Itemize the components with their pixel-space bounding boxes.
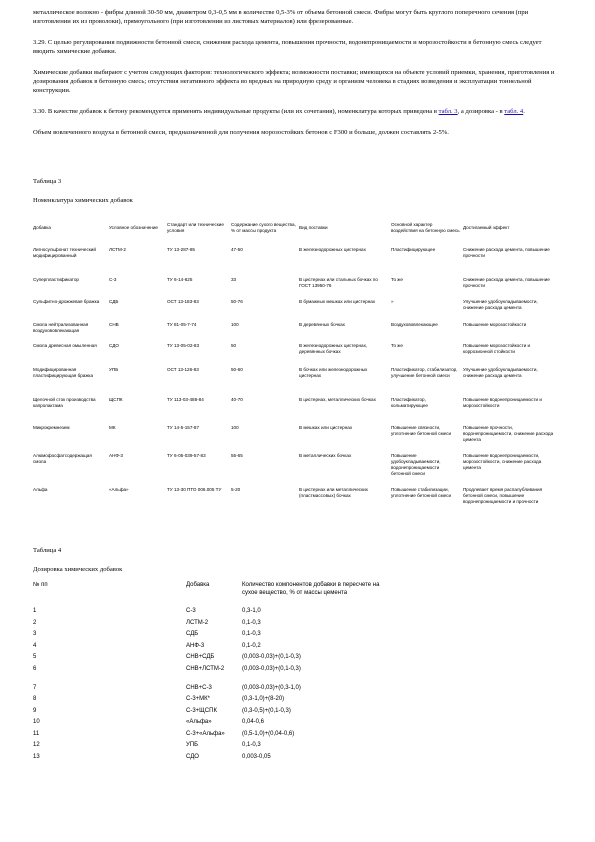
table-3-title: Номенклатура химических добавок bbox=[33, 197, 133, 204]
table-cell: Повышение прочности, водонепроницаемости, снижение расхода цемента bbox=[463, 425, 554, 442]
table-4-header-cell: № пп bbox=[33, 582, 48, 588]
table-cell: То же bbox=[391, 343, 403, 348]
paragraph-3-29: 3.29. С целью регулирования подвижности бетонной смеси, снижения расхода цемента, повышения прочности, водонепроницаемости и морозостойкости в бетонную смесь следует вводить химические добавки. bbox=[33, 39, 542, 55]
table-cell: УПБ bbox=[109, 367, 119, 372]
table-cell: СНВ+С-3 bbox=[186, 684, 212, 691]
table-3-header-cell: Содержание сухого вещества, % от массы продукта bbox=[231, 221, 296, 233]
table-row bbox=[33, 319, 561, 340]
table-cell: Щелочной сток производства капролактама bbox=[33, 397, 96, 408]
table-cell: В мешках или цистернах bbox=[299, 425, 353, 430]
table-cell: Лигносульфонат технический модифицированный bbox=[33, 247, 96, 258]
table-cell: ТУ 13-30 ПТО 006.005 ТУ bbox=[167, 487, 222, 492]
table-cell: СДО bbox=[109, 343, 119, 348]
table-cell: Продлевает время распалубливания бетонной смеси, повышение водонепроницаемости и прочности bbox=[463, 487, 543, 504]
table-cell: СНВ+СДБ bbox=[186, 654, 215, 660]
table-cell: Улучшение удобоукладываемости, снижение расхода цемента bbox=[463, 367, 538, 378]
table-cell: С-3+«Альфа» bbox=[186, 730, 225, 737]
table-cell: 0,3-1,0 bbox=[242, 608, 261, 614]
table-cell: Повышение водонепроницаемости и морозостойкости bbox=[463, 397, 542, 408]
table-4-header-row bbox=[33, 582, 393, 608]
table-cell: 10 bbox=[33, 719, 40, 725]
table-row bbox=[33, 620, 393, 632]
table-cell: Снижение расхода цемента, повышение прочности bbox=[463, 277, 550, 288]
table-3-header-cell: Достигаемый эффект bbox=[463, 224, 510, 230]
table-3-header-cell: Условное обозначение bbox=[109, 224, 158, 230]
table-cell: АНФ-3 bbox=[109, 453, 123, 458]
table-cell: Суперпластификатор bbox=[33, 277, 79, 282]
table-row bbox=[33, 708, 393, 720]
table-cell: 4 bbox=[33, 642, 37, 649]
paragraph-air-content: Объем вовлеченного воздуха в бетонной смеси, предназначенной для получения морозостойких бетонов с F300 и больше, должен составлять 2-5%. bbox=[33, 129, 449, 136]
table-cell: Смола нейтрализованная воздухововлекающая bbox=[33, 322, 89, 333]
table-cell: ТУ 6-14-625 bbox=[167, 277, 193, 282]
table-4-link[interactable]: табл. 4 bbox=[504, 108, 524, 115]
table-cell: «Альфа» bbox=[109, 487, 129, 492]
table-cell: В деревянных бочках bbox=[299, 322, 345, 327]
table-cell: ТУ 81-05-7-74 bbox=[167, 322, 197, 327]
table-cell: Улучшение удобоукладываемости, снижение расхода цемента bbox=[463, 299, 538, 310]
table-cell: (0,3-1,0)+(8-20) bbox=[242, 696, 285, 702]
table-cell: СНВ+ЛСТМ-2 bbox=[186, 665, 225, 672]
table-cell: 100 bbox=[231, 322, 239, 327]
table-4-header-cell: Количество компонентов добавки в пересчете на сухое вещество, % от массы цемента bbox=[242, 582, 380, 596]
table-4-additives-dosage bbox=[33, 582, 393, 765]
table-cell: Воздухововлекающее bbox=[391, 322, 438, 327]
table-cell: Микрокремнезем bbox=[33, 425, 70, 430]
table-row bbox=[33, 450, 561, 484]
table-3-additives-nomenclature bbox=[33, 211, 561, 518]
table-cell: СДБ bbox=[109, 299, 119, 304]
table-cell: Алюмофосфатсодержащая смола bbox=[33, 453, 92, 464]
paragraph-3-30 bbox=[33, 107, 561, 116]
table-cell: 100 bbox=[231, 425, 239, 430]
table-cell: (0,003-0,03)+(0,1-0,3) bbox=[242, 665, 301, 672]
table-3-header-cell: Вид поставки bbox=[299, 224, 328, 230]
table-cell: ТУ 13-05-02-83 bbox=[167, 343, 200, 348]
table-cell: Повышение связности, уплотнение бетонной смеси bbox=[391, 425, 452, 436]
table-cell: С-3+МК* bbox=[186, 696, 210, 702]
table-cell: 0,1-0,2 bbox=[242, 642, 261, 649]
table-cell: ОСТ 13-183-83 bbox=[167, 299, 199, 304]
table-row bbox=[33, 484, 561, 518]
table-cell: В цистернах, металлических бочках bbox=[299, 397, 376, 402]
table-cell: В железнодорожных цистернах, деревянных бочках bbox=[299, 343, 368, 354]
table-cell: СДБ bbox=[186, 631, 199, 637]
table-3-header-cell: Стандарт или технические условия bbox=[167, 221, 224, 233]
table-row bbox=[33, 731, 393, 743]
table-cell: ЩСПК bbox=[109, 397, 123, 402]
table-cell: 0,1-0,3 bbox=[242, 631, 261, 637]
table-row bbox=[33, 654, 393, 666]
table-cell: Повышение стабилизации, уплотнение бетонной смеси bbox=[391, 487, 452, 498]
table-cell: 11 bbox=[33, 730, 40, 737]
table-cell: Повышение удобоукладываемости, водонепроницаемости бетонной смеси bbox=[391, 453, 441, 476]
table-cell: (0,3-0,5)+(0,1-0,3) bbox=[242, 707, 291, 714]
table-cell: В металлических бочках bbox=[299, 453, 352, 458]
table-cell: МК bbox=[109, 425, 116, 430]
table-cell: 2 bbox=[33, 619, 37, 626]
table-cell: 0,1-0,3 bbox=[242, 742, 261, 748]
paragraph-3-30-text-middle: , а дозировка - в bbox=[457, 108, 505, 115]
table-cell: (0,003-0,03)+(0,3-1,0) bbox=[242, 684, 301, 691]
table-cell: 5 bbox=[33, 654, 37, 660]
table-cell: 50-60 bbox=[231, 367, 243, 372]
table-cell: 0,003-0,05 bbox=[242, 753, 271, 760]
document-page bbox=[33, 8, 561, 765]
table-cell: Повышение морозостойкости bbox=[463, 322, 527, 327]
table-cell: 7 bbox=[33, 684, 37, 691]
table-cell: УПБ bbox=[186, 742, 199, 748]
table-row bbox=[33, 608, 393, 620]
table-cell: «Альфа» bbox=[186, 719, 212, 725]
table-cell: Смола древесная омыленная bbox=[33, 343, 97, 348]
table-row bbox=[33, 244, 561, 274]
table-cell: Пластификатор, кольматирующее bbox=[391, 397, 428, 408]
table-cell: В бумажных мешках или цистернах bbox=[299, 299, 376, 304]
table-cell: В железнодорожных цистернах bbox=[299, 247, 366, 252]
table-cell: С-3+ЩСПК bbox=[186, 707, 217, 714]
table-3-header-cell: Основной характер воздействия на бетонную смесь bbox=[391, 221, 460, 233]
table-row bbox=[33, 394, 561, 422]
table-cell: 0,1-0,3 bbox=[242, 619, 261, 626]
table-cell: 9 bbox=[33, 707, 37, 714]
paragraph-3-30-text-start: 3.30. В качестве добавок к бетону рекомендуется применять индивидуальные продукты (или их сочетания), номенклатура которых приведена в bbox=[33, 108, 439, 115]
paragraph-fiber: металлическое волокно - фибры длиной 30-50 мм, диаметром 0,3-0,5 мм в количестве 0,5-3% от объема бетонной смеси. Фибры могут быть круглого поперечного сечения (при изготовлении их из проволоки), прямоугольного (при изготовлении из листовых материалов) или фрезерованные. bbox=[33, 9, 529, 25]
table-3-link[interactable]: табл. 3 bbox=[438, 108, 458, 115]
table-cell: 3 bbox=[33, 631, 37, 637]
table-cell: В цистернах или стальных бочках по ГОСТ 13950-76 bbox=[299, 277, 378, 288]
table-cell: ТУ 113-03-488-84 bbox=[167, 397, 204, 402]
table-4-label: Таблица 4 bbox=[33, 547, 62, 554]
table-cell: Пластификатор, стабилизатор, улучшение бетонной смеси bbox=[391, 367, 458, 378]
paragraph-3-30-text-end: . bbox=[523, 108, 525, 115]
table-4-header-cell: Добавка bbox=[186, 582, 210, 588]
table-cell: 55-65 bbox=[231, 453, 243, 458]
table-cell: 50 bbox=[231, 343, 237, 348]
table-cell: ЛСТМ-2 bbox=[186, 619, 209, 626]
table-cell: Альфа bbox=[33, 487, 48, 492]
table-cell: 8 bbox=[33, 696, 37, 702]
table-row bbox=[33, 696, 393, 708]
table-cell: 40-70 bbox=[231, 397, 243, 402]
table-row bbox=[33, 643, 393, 655]
table-cell: ТУ 13-287-85 bbox=[167, 247, 195, 252]
table-cell: » bbox=[391, 299, 394, 304]
table-cell: Повышение водонепроницаемости, морозостойкости, снижение расхода цемента bbox=[463, 453, 542, 470]
table-row bbox=[33, 631, 393, 643]
table-cell: 33 bbox=[231, 277, 237, 282]
table-cell: (0,5-1,0)+(0,04-0,6) bbox=[242, 730, 295, 737]
table-cell: В бочках или железнодорожных цистернах bbox=[299, 367, 368, 378]
table-cell: 50-76 bbox=[231, 299, 243, 304]
table-cell: 5-20 bbox=[231, 487, 241, 492]
table-cell: СНВ bbox=[109, 322, 119, 327]
table-row bbox=[33, 422, 561, 450]
table-cell: АНФ-3 bbox=[186, 642, 205, 649]
table-cell: ОСТ 13-126-83 bbox=[167, 367, 199, 372]
table-row bbox=[33, 274, 561, 296]
table-cell: 13 bbox=[33, 753, 40, 760]
table-3-label: Таблица 3 bbox=[33, 178, 62, 185]
table-cell: СДО bbox=[186, 753, 199, 760]
table-cell: 6 bbox=[33, 665, 37, 672]
table-row bbox=[33, 340, 561, 364]
table-row bbox=[33, 296, 561, 319]
table-cell: ТУ 14-5-157-87 bbox=[167, 425, 200, 430]
table-cell: С-3 bbox=[109, 277, 117, 282]
table-cell: Повышение морозостойкости и коррозионной стойкости bbox=[463, 343, 531, 354]
table-cell: Снижение расхода цемента, повышение прочности bbox=[463, 247, 550, 258]
table-row bbox=[33, 719, 393, 731]
table-cell: Пластифицирующее bbox=[391, 247, 436, 252]
table-row bbox=[33, 666, 393, 685]
table-3-header-cell: Добавка bbox=[33, 224, 51, 230]
paragraph-additive-selection: Химические добавки выбирают с учетом следующих факторов: технологического эффекта; возможности поставки; имеющихся на объекте условий приемки, хранения, приготовления и дозирования добавок в бетонную смесь; отсутствия негативного эффекта во вредных на природную среду и организм человека в стадиях возведения и эксплуатации тоннельной конструкции. bbox=[33, 69, 555, 94]
table-row bbox=[33, 742, 393, 754]
table-cell: В цистернах или металлических (пластмассовых) бочках bbox=[299, 487, 368, 498]
table-cell: 0,04-0,6 bbox=[242, 719, 265, 725]
table-3-header-row bbox=[33, 211, 561, 244]
table-row bbox=[33, 364, 561, 394]
table-4-title: Дозировка химических добавок bbox=[33, 566, 123, 573]
table-cell: ЛСТМ-2 bbox=[109, 247, 126, 252]
table-cell: Сульфитно-дрожжевая бражка bbox=[33, 299, 100, 304]
table-row bbox=[33, 754, 393, 766]
table-cell: ТУ 6-05-039-57-83 bbox=[167, 453, 206, 458]
table-cell: Модифицированная пластифицирующая бражка bbox=[33, 367, 94, 378]
table-cell: 47-50 bbox=[231, 247, 243, 252]
table-row bbox=[33, 685, 393, 697]
table-cell: С-3 bbox=[186, 608, 196, 614]
table-cell: 12 bbox=[33, 742, 40, 748]
table-cell: То же bbox=[391, 277, 403, 282]
table-cell: 1 bbox=[33, 608, 37, 614]
table-cell: (0,003-0,03)+(0,1-0,3) bbox=[242, 654, 301, 660]
